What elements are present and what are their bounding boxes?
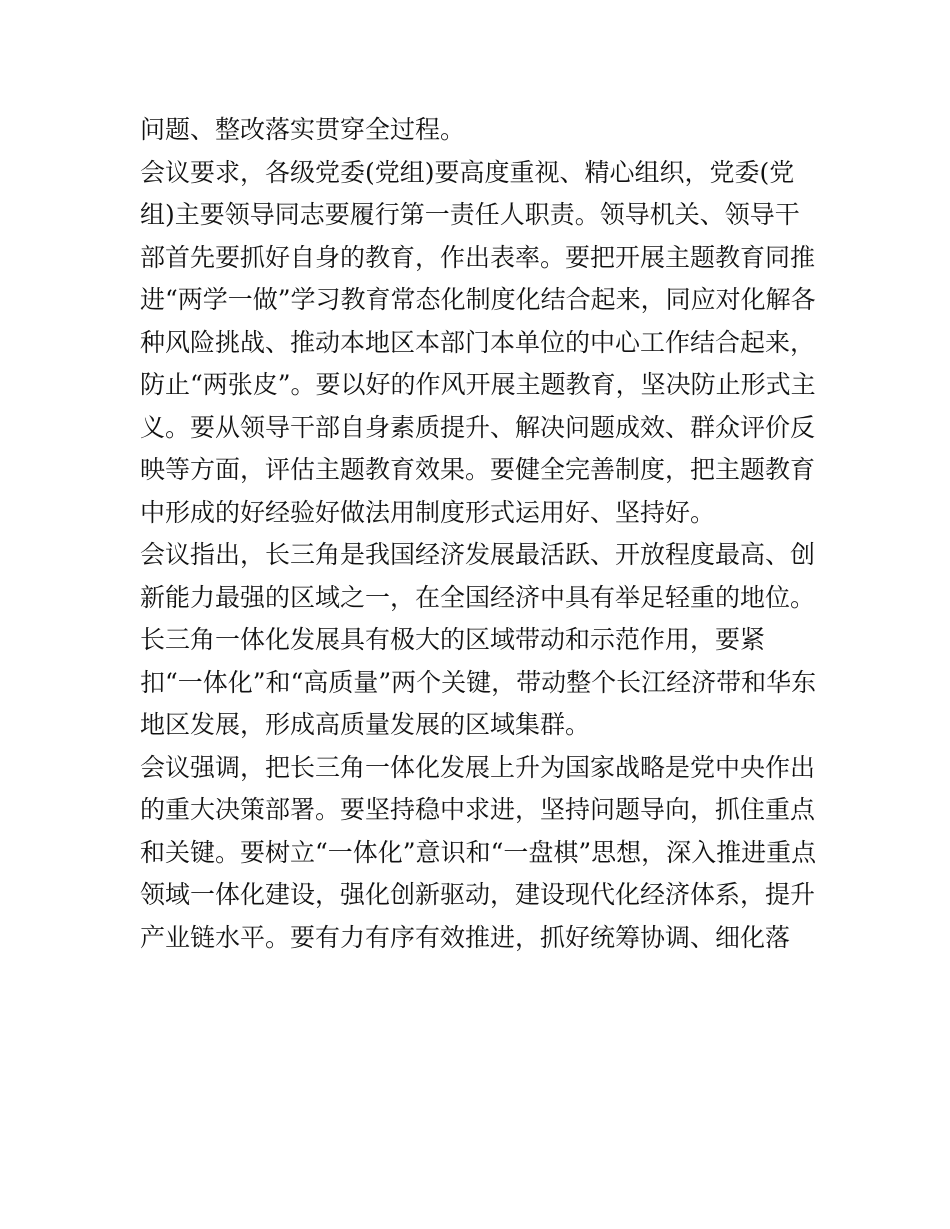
text-line: 义。要从领导干部自身素质提升、解决问题成效、群众评价反 — [140, 412, 816, 442]
text-line: 会议指出，长三角是我国经济发展最活跃、开放程度最高、创 — [140, 540, 816, 569]
text-line: 长三角一体化发展具有极大的区域带动和示范作用，要紧 — [140, 625, 766, 654]
text-line: 扣“一体化”和“高质量”两个关键，带动整个长江经济带和华东 — [140, 667, 817, 697]
text-line: 新能力最强的区域之一，在全国经济中具有举足轻重的地位。 — [140, 582, 816, 612]
text-line: 会议强调，把长三角一体化发展上升为国家战略是党中央作出 — [140, 752, 816, 782]
body-text — [140, 109, 840, 959]
text-line: 部首先要抓好自身的教育，作出表率。要把开展主题教育同推 — [140, 242, 816, 272]
text-line: 地区发展，形成高质量发展的区域集群。 — [140, 710, 591, 739]
text-line: 问题、整改落实贯穿全过程。 — [140, 115, 466, 144]
text-line: 种风险挑战、推动本地区本部门本单位的中心工作结合起来， — [140, 327, 816, 357]
text-line: 领域一体化建设，强化创新驱动，建设现代化经济体系，提升 — [140, 880, 816, 909]
text-line: 中形成的好经验好做法用制度形式运用好、坚持好。 — [140, 497, 716, 527]
text-line: 和关键。要树立“一体化”意识和“一盘棋”思想，深入推进重点 — [140, 837, 817, 867]
text-line: 会议要求，各级党委(党组)要高度重视、精心组织，党委(党 — [140, 157, 795, 187]
text-line: 防止“两张皮”。要以好的作风开展主题教育，坚决防止形式主 — [140, 370, 816, 399]
text-line: 映等方面，评估主题教育效果。要健全完善制度，把主题教育 — [140, 455, 816, 484]
text-line: 组)主要领导同志要履行第一责任人职责。领导机关、领导干 — [140, 200, 800, 229]
text-line: 产业链水平。要有力有序有效推进，抓好统筹协调、细化落 — [140, 922, 791, 952]
text-line: 进“两学一做”学习教育常态化制度化结合起来，同应对化解各 — [140, 285, 816, 314]
text-line: 的重大决策部署。要坚持稳中求进，坚持问题导向，抓住重点 — [140, 795, 816, 824]
